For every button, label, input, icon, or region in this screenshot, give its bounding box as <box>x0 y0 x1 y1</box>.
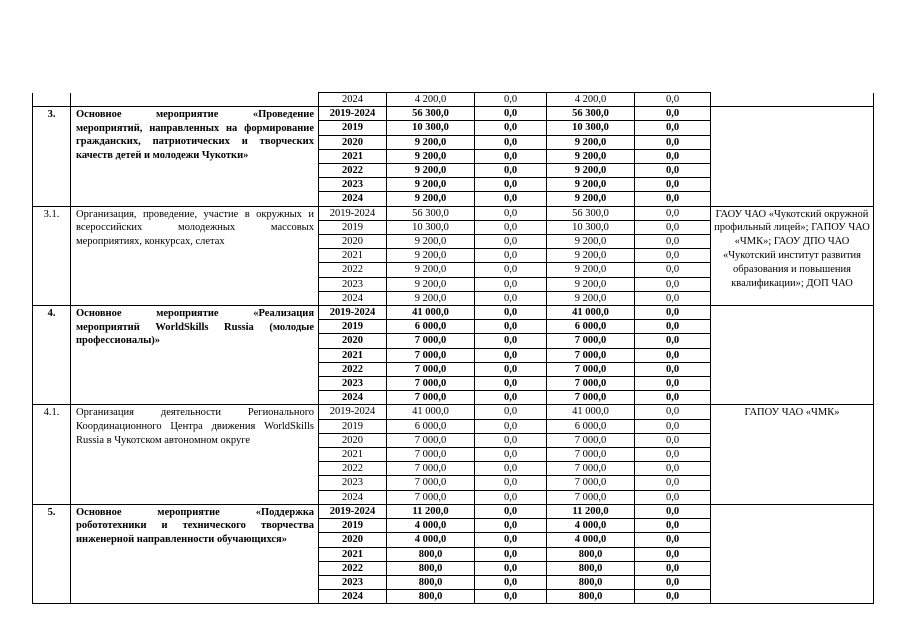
district-cell: 9 200,0 <box>547 149 635 163</box>
year-cell: 2019 <box>319 220 387 234</box>
item-name: Основное мероприятие «Поддержка робототехники и технического творчества инженерной направленности обучающихся» <box>71 504 319 603</box>
federal-cell: 0,0 <box>475 178 547 192</box>
federal-cell: 0,0 <box>475 291 547 305</box>
total-cell: 6 000,0 <box>387 320 475 334</box>
federal-cell: 0,0 <box>475 235 547 249</box>
other-cell: 0,0 <box>635 391 711 405</box>
district-cell: 56 300,0 <box>547 206 635 220</box>
other-cell: 0,0 <box>635 334 711 348</box>
year-cell: 2024 <box>319 291 387 305</box>
district-cell: 7 000,0 <box>547 476 635 490</box>
total-cell: 7 000,0 <box>387 433 475 447</box>
total-cell: 7 000,0 <box>387 334 475 348</box>
district-cell: 41 000,0 <box>547 405 635 419</box>
other-cell: 0,0 <box>635 519 711 533</box>
total-cell: 9 200,0 <box>387 263 475 277</box>
federal-cell: 0,0 <box>475 533 547 547</box>
district-cell: 10 300,0 <box>547 220 635 234</box>
district-cell: 7 000,0 <box>547 362 635 376</box>
federal-cell: 0,0 <box>475 590 547 604</box>
year-cell: 2019-2024 <box>319 107 387 121</box>
executor-cell: ГАПОУ ЧАО «ЧМК» <box>711 405 874 504</box>
year-cell: 2022 <box>319 263 387 277</box>
item-number: 4. <box>33 306 71 405</box>
year-cell: 2020 <box>319 235 387 249</box>
district-cell: 7 000,0 <box>547 448 635 462</box>
other-cell: 0,0 <box>635 476 711 490</box>
other-cell: 0,0 <box>635 121 711 135</box>
district-cell: 4 000,0 <box>547 519 635 533</box>
total-cell: 9 200,0 <box>387 149 475 163</box>
district-cell: 11 200,0 <box>547 504 635 518</box>
federal-cell: 0,0 <box>475 121 547 135</box>
executor-cell: ГАОУ ЧАО «Чукотский окружной профильный лицей»; ГАПОУ ЧАО «ЧМК»; ГАОУ ДПО ЧАО «Чукотский институт развития образования и повышения квалификации»; ДОП ЧАО <box>711 206 874 305</box>
year-cell: 2023 <box>319 277 387 291</box>
district-cell: 800,0 <box>547 547 635 561</box>
item-name: Организация, проведение, участие в окружных и всероссийских молодежных массовых мероприятиях, конкурсах, слетах <box>71 206 319 305</box>
year-cell: 2023 <box>319 178 387 192</box>
district-cell: 9 200,0 <box>547 263 635 277</box>
other-cell: 0,0 <box>635 575 711 589</box>
year-cell: 2023 <box>319 575 387 589</box>
federal-cell: 0,0 <box>475 519 547 533</box>
other-cell: 0,0 <box>635 249 711 263</box>
district-cell: 9 200,0 <box>547 178 635 192</box>
federal-cell: 0,0 <box>475 93 547 107</box>
total-cell: 56 300,0 <box>387 206 475 220</box>
other-cell: 0,0 <box>635 178 711 192</box>
table-row <box>33 107 874 121</box>
federal-cell: 0,0 <box>475 220 547 234</box>
federal-cell: 0,0 <box>475 306 547 320</box>
total-cell: 7 000,0 <box>387 448 475 462</box>
other-cell: 0,0 <box>635 277 711 291</box>
district-cell: 800,0 <box>547 561 635 575</box>
district-cell: 800,0 <box>547 575 635 589</box>
district-cell: 7 000,0 <box>547 462 635 476</box>
federal-cell: 0,0 <box>475 263 547 277</box>
total-cell: 41 000,0 <box>387 306 475 320</box>
total-cell: 9 200,0 <box>387 164 475 178</box>
year-cell: 2021 <box>319 149 387 163</box>
total-cell: 10 300,0 <box>387 220 475 234</box>
district-cell: 9 200,0 <box>547 192 635 206</box>
other-cell: 0,0 <box>635 419 711 433</box>
total-cell: 800,0 <box>387 575 475 589</box>
total-cell: 7 000,0 <box>387 462 475 476</box>
other-cell: 0,0 <box>635 320 711 334</box>
district-cell: 7 000,0 <box>547 391 635 405</box>
other-cell: 0,0 <box>635 192 711 206</box>
other-cell: 0,0 <box>635 206 711 220</box>
federal-cell: 0,0 <box>475 433 547 447</box>
total-cell: 800,0 <box>387 547 475 561</box>
item-name: Основное мероприятие «Реализация мероприятий WorldSkills Russia (молодые профессионалы)» <box>71 306 319 405</box>
other-cell: 0,0 <box>635 348 711 362</box>
total-cell: 9 200,0 <box>387 135 475 149</box>
federal-cell: 0,0 <box>475 277 547 291</box>
district-cell: 9 200,0 <box>547 249 635 263</box>
executor-cell <box>711 107 874 206</box>
year-cell: 2022 <box>319 164 387 178</box>
district-cell: 4 000,0 <box>547 533 635 547</box>
other-cell: 0,0 <box>635 149 711 163</box>
year-cell: 2021 <box>319 448 387 462</box>
federal-cell: 0,0 <box>475 561 547 575</box>
other-cell: 0,0 <box>635 462 711 476</box>
total-cell: 800,0 <box>387 590 475 604</box>
district-cell: 56 300,0 <box>547 107 635 121</box>
year-cell: 2023 <box>319 476 387 490</box>
year-cell: 2020 <box>319 433 387 447</box>
district-cell: 9 200,0 <box>547 164 635 178</box>
district-cell: 9 200,0 <box>547 277 635 291</box>
district-cell: 6 000,0 <box>547 419 635 433</box>
executor-cell <box>711 504 874 603</box>
total-cell: 7 000,0 <box>387 476 475 490</box>
year-cell: 2022 <box>319 561 387 575</box>
total-cell: 9 200,0 <box>387 192 475 206</box>
total-cell: 9 200,0 <box>387 291 475 305</box>
other-cell: 0,0 <box>635 263 711 277</box>
federal-cell: 0,0 <box>475 249 547 263</box>
other-cell: 0,0 <box>635 306 711 320</box>
item-name: Основное мероприятие «Проведение мероприятий, направленных на формирование гражданских, патриотических и творческих качеств детей и молодежи Чукотки» <box>71 107 319 206</box>
total-cell: 4 000,0 <box>387 519 475 533</box>
total-cell: 9 200,0 <box>387 277 475 291</box>
federal-cell: 0,0 <box>475 405 547 419</box>
district-cell: 9 200,0 <box>547 135 635 149</box>
total-cell: 6 000,0 <box>387 419 475 433</box>
federal-cell: 0,0 <box>475 490 547 504</box>
federal-cell: 0,0 <box>475 419 547 433</box>
other-cell: 0,0 <box>635 164 711 178</box>
other-cell: 0,0 <box>635 362 711 376</box>
district-cell: 800,0 <box>547 590 635 604</box>
table-row <box>33 206 874 220</box>
total-cell: 7 000,0 <box>387 348 475 362</box>
year-cell: 2021 <box>319 348 387 362</box>
total-cell: 11 200,0 <box>387 504 475 518</box>
year-cell: 2019-2024 <box>319 504 387 518</box>
other-cell: 0,0 <box>635 504 711 518</box>
year-cell: 2024 <box>319 192 387 206</box>
total-cell: 9 200,0 <box>387 249 475 263</box>
table-row <box>33 504 874 518</box>
federal-cell: 0,0 <box>475 575 547 589</box>
name-cell <box>71 93 319 107</box>
executor-cell <box>711 306 874 405</box>
federal-cell: 0,0 <box>475 448 547 462</box>
table-row <box>33 405 874 419</box>
district-cell: 9 200,0 <box>547 291 635 305</box>
federal-cell: 0,0 <box>475 377 547 391</box>
district-cell: 41 000,0 <box>547 306 635 320</box>
year-cell: 2021 <box>319 547 387 561</box>
year-cell: 2019 <box>319 419 387 433</box>
year-cell: 2019-2024 <box>319 405 387 419</box>
other-cell: 0,0 <box>635 93 711 107</box>
continuation-row <box>33 93 874 107</box>
item-name: Организация деятельности Регионального Координационного Центра движения WorldSkills Russia в Чукотском автономном округе <box>71 405 319 504</box>
other-cell: 0,0 <box>635 291 711 305</box>
number-cell <box>33 93 71 107</box>
total-cell: 7 000,0 <box>387 391 475 405</box>
district-cell: 7 000,0 <box>547 348 635 362</box>
year-cell: 2020 <box>319 135 387 149</box>
total-cell: 4 000,0 <box>387 533 475 547</box>
item-number: 5. <box>33 504 71 603</box>
other-cell: 0,0 <box>635 547 711 561</box>
total-cell: 9 200,0 <box>387 235 475 249</box>
year-cell: 2019-2024 <box>319 206 387 220</box>
other-cell: 0,0 <box>635 533 711 547</box>
executor-cell <box>711 93 874 107</box>
district-cell: 4 200,0 <box>547 93 635 107</box>
other-cell: 0,0 <box>635 590 711 604</box>
federal-cell: 0,0 <box>475 192 547 206</box>
total-cell: 9 200,0 <box>387 178 475 192</box>
total-cell: 800,0 <box>387 561 475 575</box>
year-cell: 2024 <box>319 391 387 405</box>
federal-cell: 0,0 <box>475 362 547 376</box>
year-cell: 2019 <box>319 121 387 135</box>
table-body <box>33 93 874 604</box>
year-cell: 2020 <box>319 533 387 547</box>
federal-cell: 0,0 <box>475 334 547 348</box>
total-cell: 7 000,0 <box>387 377 475 391</box>
district-cell: 7 000,0 <box>547 377 635 391</box>
total-cell: 7 000,0 <box>387 490 475 504</box>
other-cell: 0,0 <box>635 561 711 575</box>
total-cell: 56 300,0 <box>387 107 475 121</box>
year-cell: 2019-2024 <box>319 306 387 320</box>
federal-cell: 0,0 <box>475 164 547 178</box>
other-cell: 0,0 <box>635 220 711 234</box>
year-cell: 2022 <box>319 362 387 376</box>
district-cell: 6 000,0 <box>547 320 635 334</box>
federal-cell: 0,0 <box>475 348 547 362</box>
federal-cell: 0,0 <box>475 462 547 476</box>
table-row <box>33 306 874 320</box>
item-number: 4.1. <box>33 405 71 504</box>
year-cell: 2021 <box>319 249 387 263</box>
district-cell: 7 000,0 <box>547 334 635 348</box>
other-cell: 0,0 <box>635 377 711 391</box>
budget-table <box>32 92 874 604</box>
federal-cell: 0,0 <box>475 107 547 121</box>
district-cell: 10 300,0 <box>547 121 635 135</box>
item-number: 3.1. <box>33 206 71 305</box>
other-cell: 0,0 <box>635 490 711 504</box>
other-cell: 0,0 <box>635 448 711 462</box>
other-cell: 0,0 <box>635 433 711 447</box>
year-cell: 2023 <box>319 377 387 391</box>
federal-cell: 0,0 <box>475 547 547 561</box>
other-cell: 0,0 <box>635 107 711 121</box>
federal-cell: 0,0 <box>475 135 547 149</box>
other-cell: 0,0 <box>635 405 711 419</box>
total-cell: 7 000,0 <box>387 362 475 376</box>
federal-cell: 0,0 <box>475 476 547 490</box>
federal-cell: 0,0 <box>475 504 547 518</box>
year-cell: 2019 <box>319 320 387 334</box>
district-cell: 9 200,0 <box>547 235 635 249</box>
other-cell: 0,0 <box>635 135 711 149</box>
federal-cell: 0,0 <box>475 206 547 220</box>
district-cell: 7 000,0 <box>547 490 635 504</box>
year-cell: 2024 <box>319 490 387 504</box>
other-cell: 0,0 <box>635 235 711 249</box>
district-cell: 7 000,0 <box>547 433 635 447</box>
year-cell: 2019 <box>319 519 387 533</box>
total-cell: 10 300,0 <box>387 121 475 135</box>
federal-cell: 0,0 <box>475 149 547 163</box>
federal-cell: 0,0 <box>475 320 547 334</box>
total-cell: 41 000,0 <box>387 405 475 419</box>
year-cell: 2020 <box>319 334 387 348</box>
federal-cell: 0,0 <box>475 391 547 405</box>
year-cell: 2022 <box>319 462 387 476</box>
year-cell: 2024 <box>319 590 387 604</box>
year-cell: 2024 <box>319 93 387 107</box>
item-number: 3. <box>33 107 71 206</box>
total-cell: 4 200,0 <box>387 93 475 107</box>
